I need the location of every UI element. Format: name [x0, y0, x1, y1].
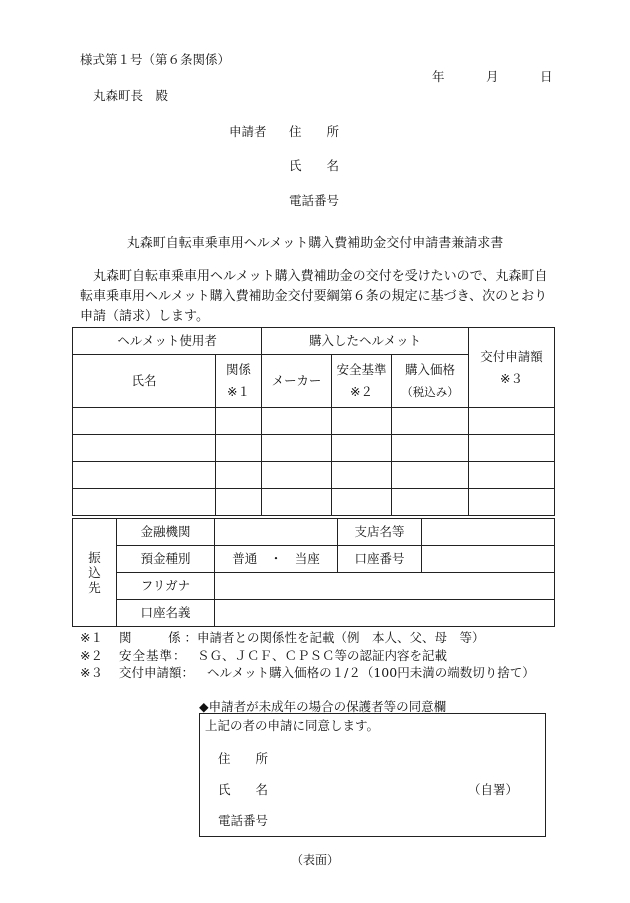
consent-name-label: 氏 名	[218, 782, 269, 797]
relation-cell[interactable]	[216, 462, 262, 489]
header-grant-amount	[469, 328, 555, 408]
price-cell[interactable]	[392, 408, 469, 435]
amount-cell[interactable]	[469, 462, 555, 489]
date-month-label: 月	[486, 69, 499, 84]
deposit-type-label: 預金種別	[117, 546, 215, 573]
col-safety	[332, 355, 392, 408]
note-1-mark: ※１	[80, 630, 103, 645]
safety-cell[interactable]	[332, 489, 392, 516]
note-3-label: 交付申請額：	[119, 665, 195, 680]
relation-cell[interactable]	[216, 435, 262, 462]
addressee: 丸森町長 殿	[93, 88, 169, 103]
col-safety-label: 安全基準	[336, 362, 387, 377]
consent-signature-note: （自署）	[468, 782, 519, 797]
price-cell[interactable]	[392, 435, 469, 462]
maker-cell[interactable]	[262, 435, 332, 462]
branch-input[interactable]	[422, 519, 555, 546]
amount-cell[interactable]	[469, 408, 555, 435]
note-2-mark: ※２	[80, 648, 103, 663]
account-number-input[interactable]	[422, 546, 555, 573]
price-cell[interactable]	[392, 489, 469, 516]
header-grant-amount-note: ※３	[500, 370, 524, 386]
header-purchased-helmet: 購入したヘルメット	[262, 328, 469, 355]
account-holder-input[interactable]	[215, 600, 555, 627]
col-relation	[216, 355, 262, 408]
note-2-text: ＳＧ、ＪＣＦ、ＣＰＳＣ等の認証内容を記載	[197, 648, 448, 663]
helmet-table	[72, 327, 555, 516]
col-name: 氏名	[73, 355, 216, 408]
col-maker: メーカー	[262, 355, 332, 408]
maker-cell[interactable]	[262, 489, 332, 516]
col-safety-note: ※２	[350, 384, 373, 399]
relation-cell[interactable]	[216, 489, 262, 516]
transfer-section-label	[73, 519, 117, 627]
consent-address-label: 住 所	[218, 751, 269, 766]
note-1	[80, 628, 485, 646]
consent-heading: ◆申請者が未成年の場合の保護者等の同意欄	[199, 699, 447, 714]
applicant-phone-label: 電話番号	[289, 193, 340, 208]
note-2-label: 安全基準：	[119, 648, 187, 663]
note-3	[80, 663, 535, 681]
form-number: 様式第１号（第６条関係）	[80, 52, 231, 67]
table-row	[73, 435, 555, 462]
table-row	[73, 489, 555, 516]
account-holder-label: 口座名義	[117, 600, 215, 627]
institution-label: 金融機関	[117, 519, 215, 546]
applicant-label: 申請者	[229, 124, 267, 139]
deposit-type-options[interactable]: 普通 ・ 当座	[215, 546, 338, 573]
branch-label: 支店名等	[338, 519, 422, 546]
note-2	[80, 646, 447, 664]
name-cell[interactable]	[73, 489, 216, 516]
account-number-label: 口座番号	[338, 546, 422, 573]
safety-cell[interactable]	[332, 435, 392, 462]
amount-cell[interactable]	[469, 489, 555, 516]
safety-cell[interactable]	[332, 408, 392, 435]
amount-cell[interactable]	[469, 435, 555, 462]
header-grant-amount-label: 交付申請額	[480, 348, 543, 364]
col-price	[392, 355, 469, 408]
table-row	[73, 408, 555, 435]
col-price-note: （税込み）	[401, 385, 459, 399]
institution-input[interactable]	[215, 519, 338, 546]
col-price-label: 購入価格	[405, 362, 456, 377]
bank-table	[72, 518, 555, 627]
name-cell[interactable]	[73, 435, 216, 462]
maker-cell[interactable]	[262, 462, 332, 489]
table-row	[73, 462, 555, 489]
relation-cell[interactable]	[216, 408, 262, 435]
maker-cell[interactable]	[262, 408, 332, 435]
consent-phone-label: 電話番号	[218, 813, 269, 828]
note-3-text: ヘルメット購入価格の１/２（100円未満の端数切り捨て）	[207, 665, 535, 680]
body-paragraph: 丸森町自転車乗車用ヘルメット購入費補助金の交付を受けたいので、丸森町自転車乗車用ヘルメット購入費補助金交付要綱第６条の規定に基づき、次のとおり申請（請求）します。	[80, 269, 548, 324]
applicant-name-label: 氏 名	[289, 158, 340, 173]
note-3-mark: ※３	[80, 665, 103, 680]
document-title: 丸森町自転車乗車用ヘルメット購入費補助金交付申請書兼請求書	[126, 236, 504, 251]
applicant-address-label: 住 所	[289, 124, 340, 139]
header-helmet-user: ヘルメット使用者	[73, 328, 262, 355]
page-side-label: （表面）	[290, 853, 339, 867]
date-year-label: 年	[432, 69, 445, 84]
safety-cell[interactable]	[332, 462, 392, 489]
price-cell[interactable]	[392, 462, 469, 489]
furigana-input[interactable]	[215, 573, 555, 600]
note-1-label: 関 係：	[119, 630, 197, 645]
col-relation-note: ※１	[227, 384, 250, 399]
transfer-label-text: 振込先	[88, 550, 101, 595]
consent-statement: 上記の者の申請に同意します。	[205, 718, 380, 733]
name-cell[interactable]	[73, 462, 216, 489]
consent-box	[199, 713, 546, 837]
date-day-label: 日	[540, 69, 553, 84]
note-1-text: 申請者との関係性を記載（例 本人、父、母 等）	[197, 630, 485, 645]
col-relation-label: 関係	[226, 362, 252, 377]
furigana-label: フリガナ	[117, 573, 215, 600]
name-cell[interactable]	[73, 408, 216, 435]
